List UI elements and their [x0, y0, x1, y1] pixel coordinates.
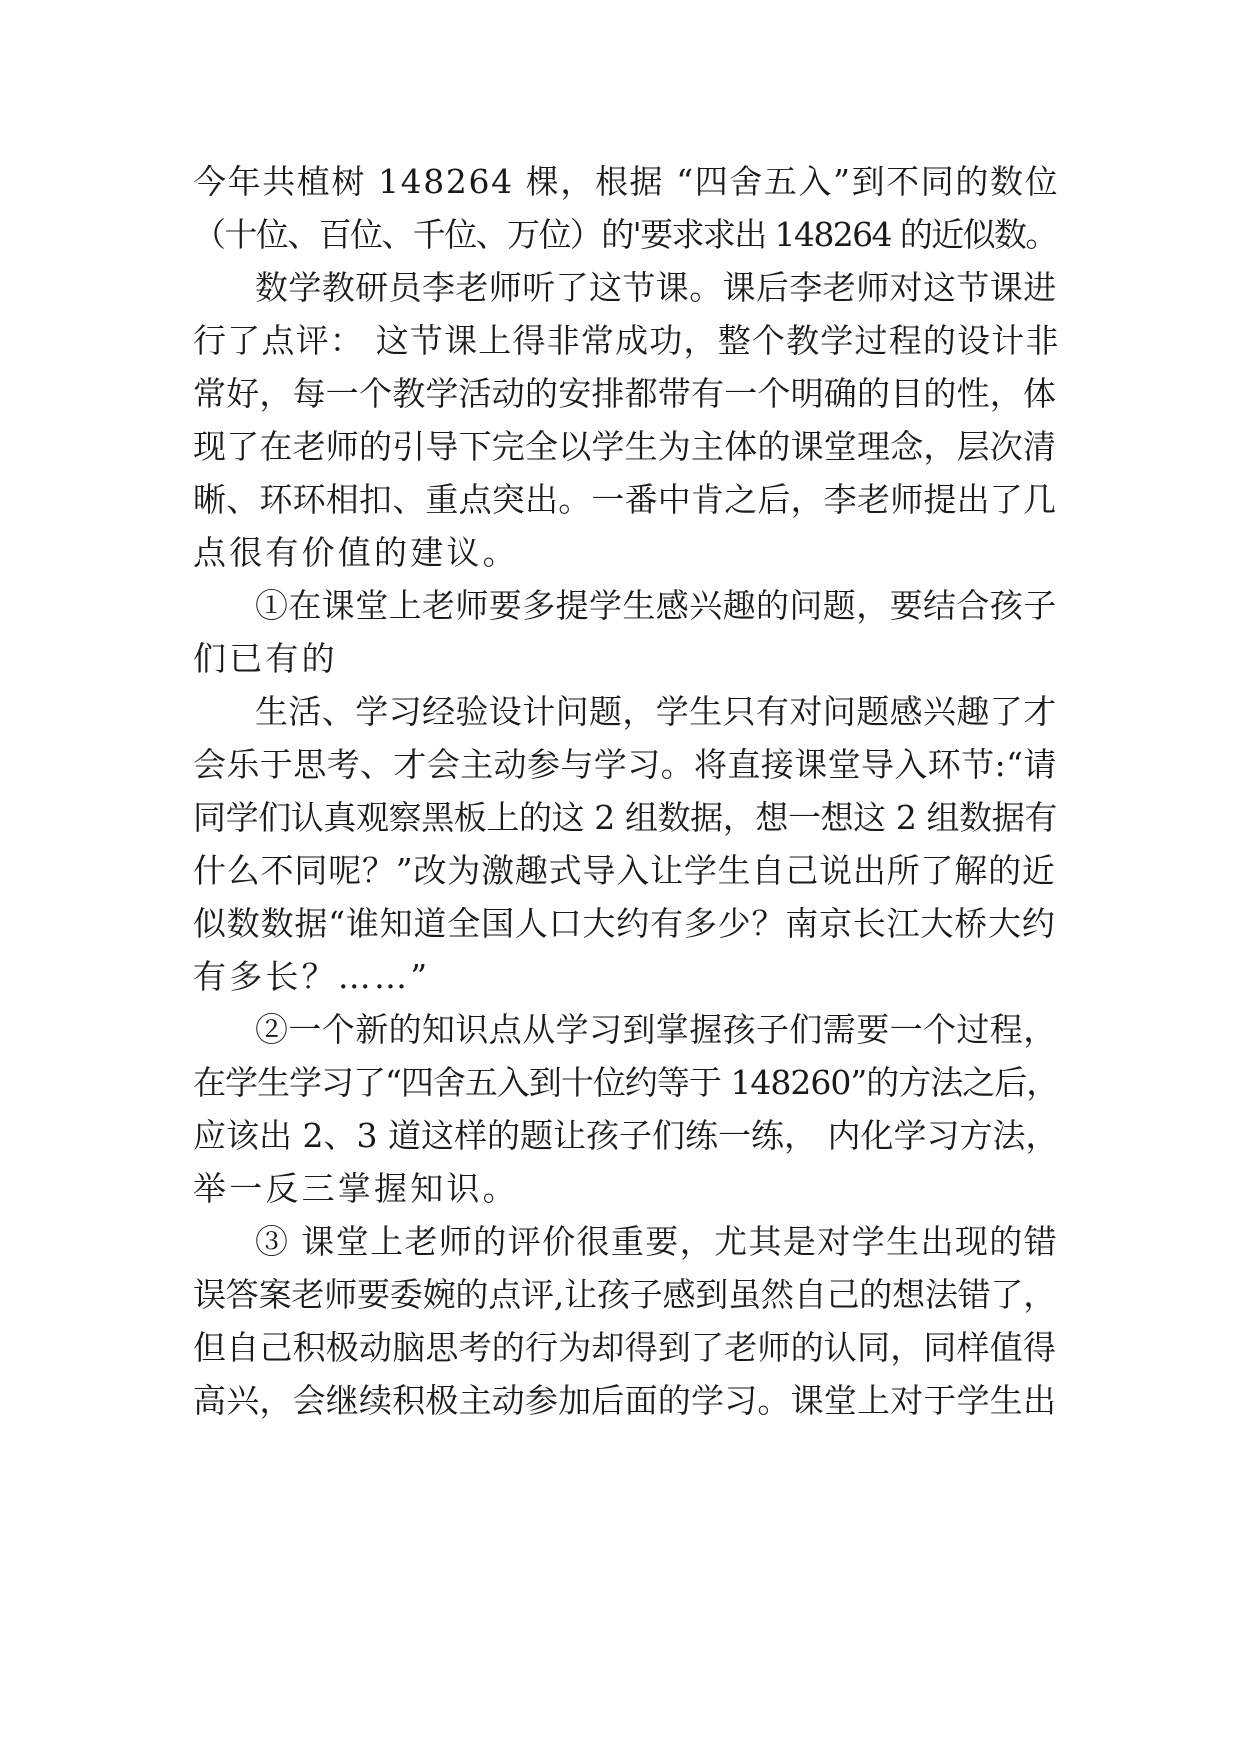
text-line: （十位、百位、千位、万位）的'要求求出 148264 的近似数。 — [193, 215, 1057, 254]
text-line: 在学生学习了“四舍五入到十位约等于 148260”的方法之后， — [193, 1063, 1059, 1102]
text-line: 会乐于思考、才会主动参与学习。将直接课堂导入环节:“请 — [193, 745, 1057, 784]
text-line: 晰、环环相扣、重点突出。一番中肯之后，李老师提出了几 — [193, 480, 1057, 519]
paragraph-start-line: 生活、学习经验设计问题，学生只有对问题感兴趣了才 — [255, 692, 1057, 731]
text-line: 行了点评： 这节课上得非常成功，整个教学过程的设计非 — [193, 321, 1060, 360]
text-line: 同学们认真观察黑板上的这 2 组数据，想一想这 2 组数据有 — [193, 798, 1057, 837]
text-line: 今年共植树 148264 棵，根据 “四舍五入”到不同的数位 — [193, 162, 1060, 201]
text-line: 有多长？……” — [193, 957, 431, 996]
text-line: 现了在老师的引导下完全以学生为主体的课堂理念，层次清 — [193, 427, 1057, 466]
text-line: 举一反三掌握知识。 — [193, 1169, 519, 1208]
text-line: 应该出 2、3 道这样的题让孩子们练一练， 内化学习方法， — [193, 1116, 1059, 1155]
text-line: 常好，每一个教学活动的安排都带有一个明确的目的性，体 — [193, 374, 1057, 413]
text-line: 点很有价值的建议。 — [193, 533, 519, 572]
text-line: 高兴，会继续积极主动参加后面的学习。课堂上对于学生出 — [193, 1381, 1057, 1420]
text-line: 似数数据“谁知道全国人口大约有多少？南京长江大桥大约 — [193, 904, 1056, 943]
text-line: 们已有的 — [193, 639, 338, 678]
text-line: 什么不同呢？”改为激趣式导入让学生自己说出所了解的近 — [193, 851, 1056, 890]
paragraph-start-line: ①在课堂上老师要多提学生感兴趣的问题，要结合孩子 — [255, 586, 1057, 625]
text-line: 但自己积极动脑思考的行为却得到了老师的认同，同样值得 — [193, 1328, 1057, 1367]
paragraph-start-line: 数学教研员李老师听了这节课。课后李老师对这节课进 — [255, 268, 1057, 307]
text-line: 误答案老师要委婉的点评,让孩子感到虽然自己的想法错了， — [193, 1275, 1057, 1314]
paragraph-start-line: ②一个新的知识点从学习到掌握孩子们需要一个过程， — [255, 1010, 1057, 1049]
paragraph-start-line: ③ 课堂上老师的评价很重要，尤其是对学生出现的错 — [255, 1222, 1059, 1261]
